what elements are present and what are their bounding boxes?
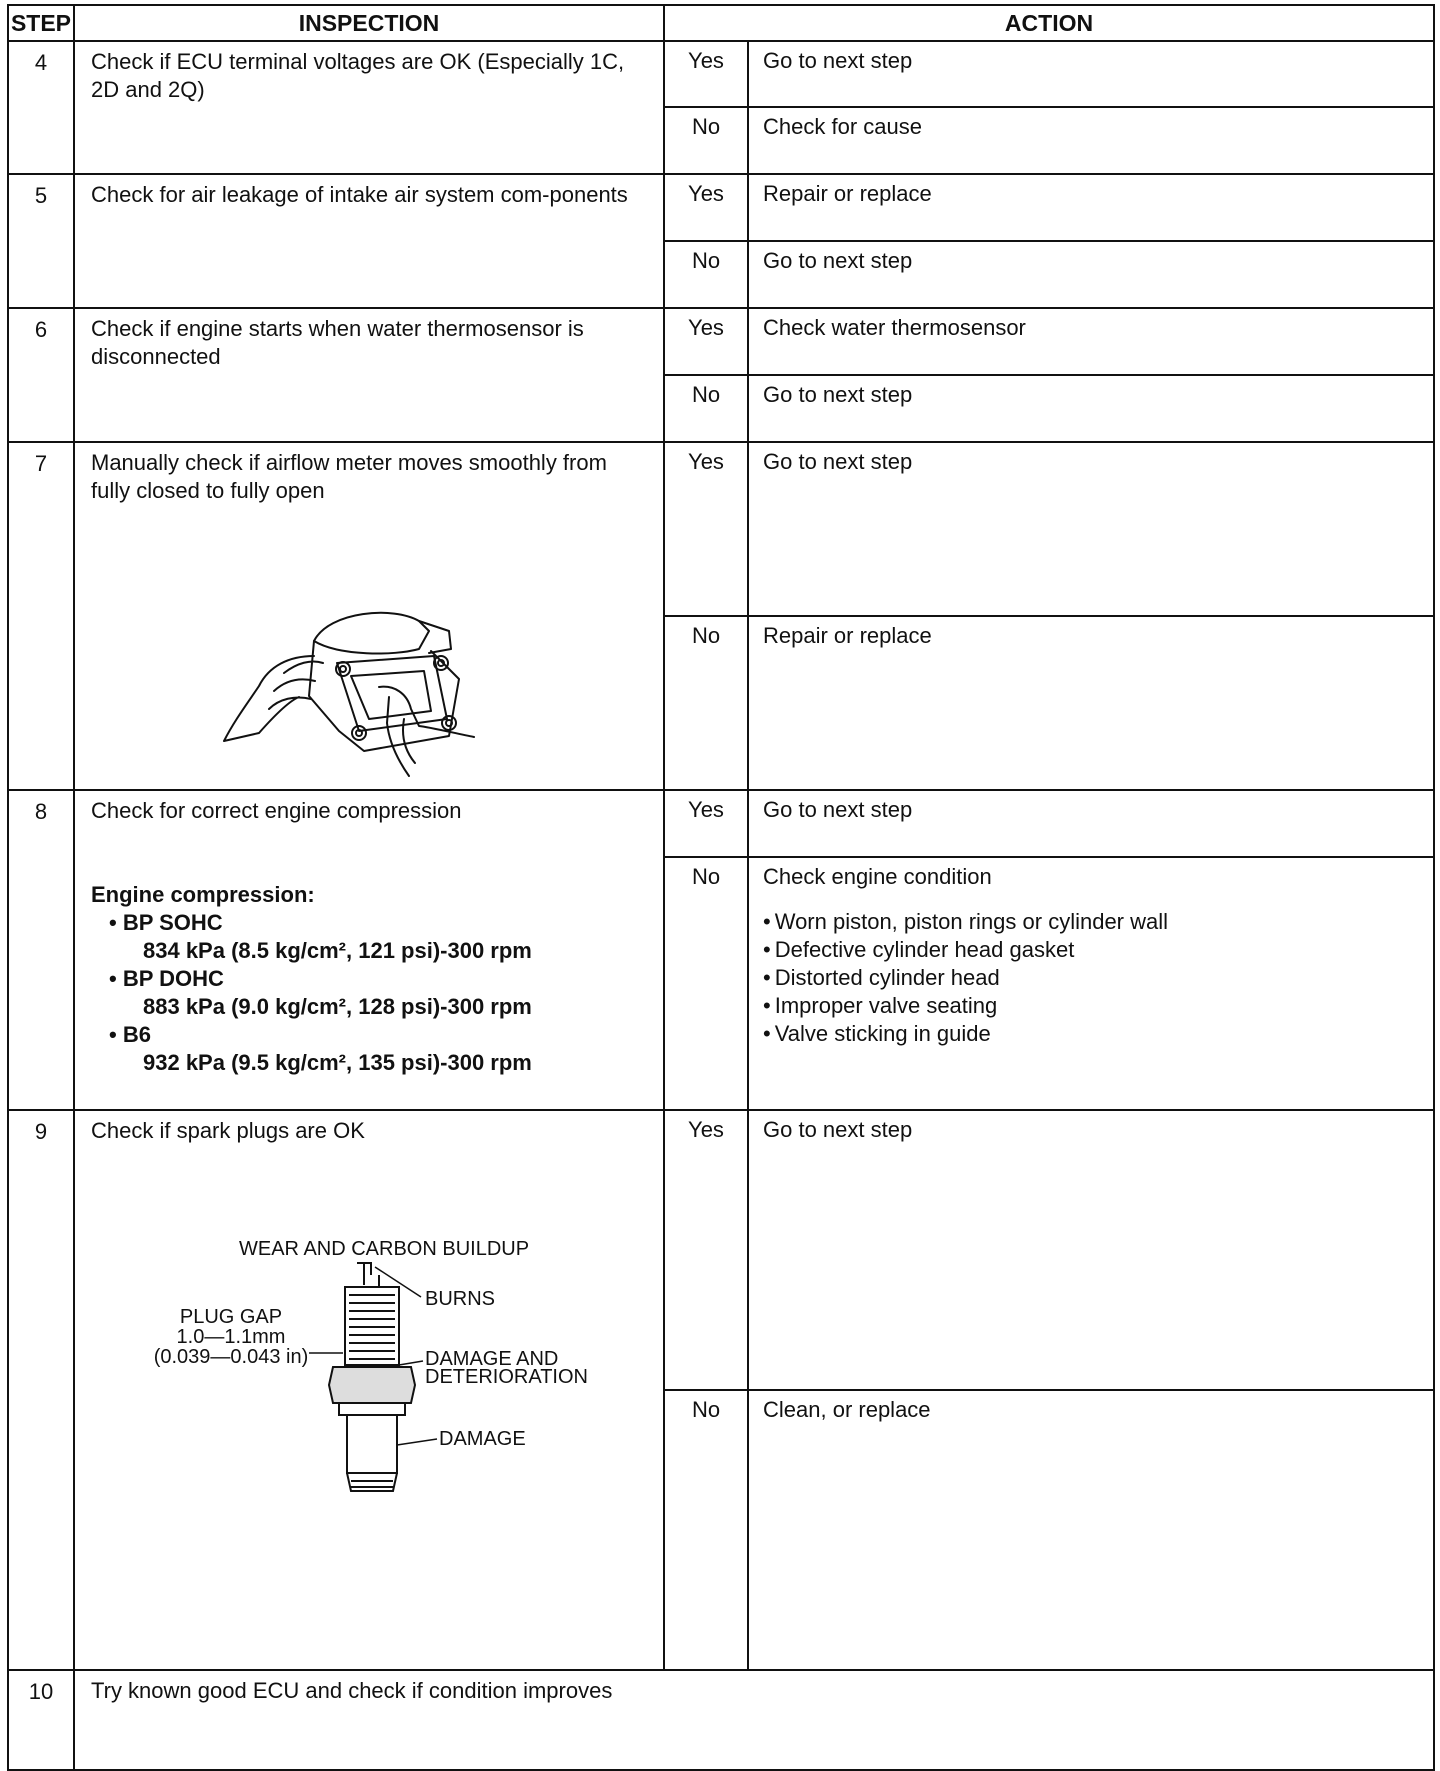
airflow-meter-illustration	[219, 601, 519, 781]
yes-action: Go to next step	[748, 1110, 1434, 1390]
cause-list	[763, 908, 1419, 1048]
engine-compression-block	[91, 881, 647, 1077]
compression-value: 834 kPa (8.5 kg/cm², 121 psi)-300 rpm	[143, 938, 532, 963]
yes-label: Yes	[664, 41, 748, 107]
yes-label: Yes	[664, 790, 748, 857]
no-action: Check engine condition	[763, 864, 992, 889]
yes-action: Go to next step	[748, 442, 1434, 616]
damage-det-label-2: DETERIORATION	[425, 1366, 588, 1388]
yes-action: Repair or replace	[748, 174, 1434, 241]
inspection-cell	[74, 1110, 664, 1670]
compression-value: 883 kPa (9.0 kg/cm², 128 psi)-300 rpm	[143, 994, 532, 1019]
header-step: STEP	[8, 5, 74, 41]
inspection-text: Check if ECU terminal voltages are OK (Especially 1C, 2D and 2Q)	[74, 41, 664, 174]
list-item: • Distorted cylinder head	[763, 964, 1419, 992]
inspection-cell	[74, 790, 664, 1110]
step-number: 8	[8, 790, 74, 1110]
table-row	[8, 790, 1434, 857]
yes-action: Go to next step	[748, 790, 1434, 857]
troubleshooting-table	[7, 4, 1435, 1771]
no-label: No	[664, 107, 748, 174]
table-row	[8, 41, 1434, 107]
step-number: 4	[8, 41, 74, 174]
spark-plug-icon	[309, 1263, 437, 1491]
compression-engine: • BP SOHC	[109, 910, 223, 935]
no-action: Check for cause	[748, 107, 1434, 174]
yes-label: Yes	[664, 442, 748, 616]
no-label: No	[664, 1390, 748, 1670]
spark-plug-illustration	[139, 1235, 599, 1495]
gap-title: PLUG GAP	[179, 1306, 283, 1328]
table-row	[8, 174, 1434, 241]
step-number: 9	[8, 1110, 74, 1670]
list-item: • Defective cylinder head gasket	[763, 936, 1419, 964]
inspection-text: Check for correct engine compression	[91, 798, 462, 823]
gap-mm: 1.0—1.1mm	[176, 1326, 286, 1348]
step-number: 6	[8, 308, 74, 442]
inspection-cell	[74, 442, 664, 790]
header-inspection: INSPECTION	[74, 5, 664, 41]
compression-value: 932 kPa (9.5 kg/cm², 135 psi)-300 rpm	[143, 1050, 532, 1075]
no-action: Repair or replace	[748, 616, 1434, 790]
header-action: ACTION	[664, 5, 1434, 41]
no-label: No	[664, 857, 748, 1110]
inspection-text: Manually check if airflow meter moves smoothly from fully closed to fully open	[91, 450, 607, 503]
step-number: 7	[8, 442, 74, 790]
no-label: No	[664, 616, 748, 790]
inspection-text: Check for air leakage of intake air system com-ponents	[74, 174, 664, 308]
inspection-cell	[74, 1670, 1434, 1770]
table-row	[8, 1670, 1434, 1770]
gap-in: (0.039—0.043 in)	[153, 1346, 309, 1368]
inspection-text: Check if engine starts when water thermosensor is disconnected	[74, 308, 664, 442]
yes-label: Yes	[664, 308, 748, 375]
yes-label: Yes	[664, 1110, 748, 1390]
compression-title: Engine compression:	[91, 882, 315, 907]
damage-det-label-1: DAMAGE AND	[425, 1348, 559, 1370]
yes-label: Yes	[664, 174, 748, 241]
yes-action: Check water thermosensor	[748, 308, 1434, 375]
burns-label: BURNS	[425, 1288, 496, 1310]
list-item: • Worn piston, piston rings or cylinder wall	[763, 908, 1419, 936]
compression-engine: • BP DOHC	[109, 966, 224, 991]
no-label: No	[664, 375, 748, 442]
list-item: • Improper valve seating	[763, 992, 1419, 1020]
no-action: Go to next step	[748, 375, 1434, 442]
no-action: Go to next step	[748, 241, 1434, 308]
table-row	[8, 1110, 1434, 1390]
compression-engine: • B6	[109, 1022, 151, 1047]
yes-action: Go to next step	[748, 41, 1434, 107]
inspection-text: Try known good ECU and check if condition improves	[91, 1678, 613, 1703]
header-row	[8, 5, 1434, 41]
wear-label: WEAR AND CARBON BUILDUP	[239, 1238, 530, 1260]
no-label: No	[664, 241, 748, 308]
list-item: • Valve sticking in guide	[763, 1020, 1419, 1048]
table-row	[8, 308, 1434, 375]
no-action: Clean, or replace	[748, 1390, 1434, 1670]
step-number: 10	[8, 1670, 74, 1770]
damage-label: DAMAGE	[439, 1428, 526, 1450]
table-row	[8, 442, 1434, 616]
step-number: 5	[8, 174, 74, 308]
inspection-text: Check if spark plugs are OK	[91, 1118, 365, 1143]
no-action-cell	[748, 857, 1434, 1110]
